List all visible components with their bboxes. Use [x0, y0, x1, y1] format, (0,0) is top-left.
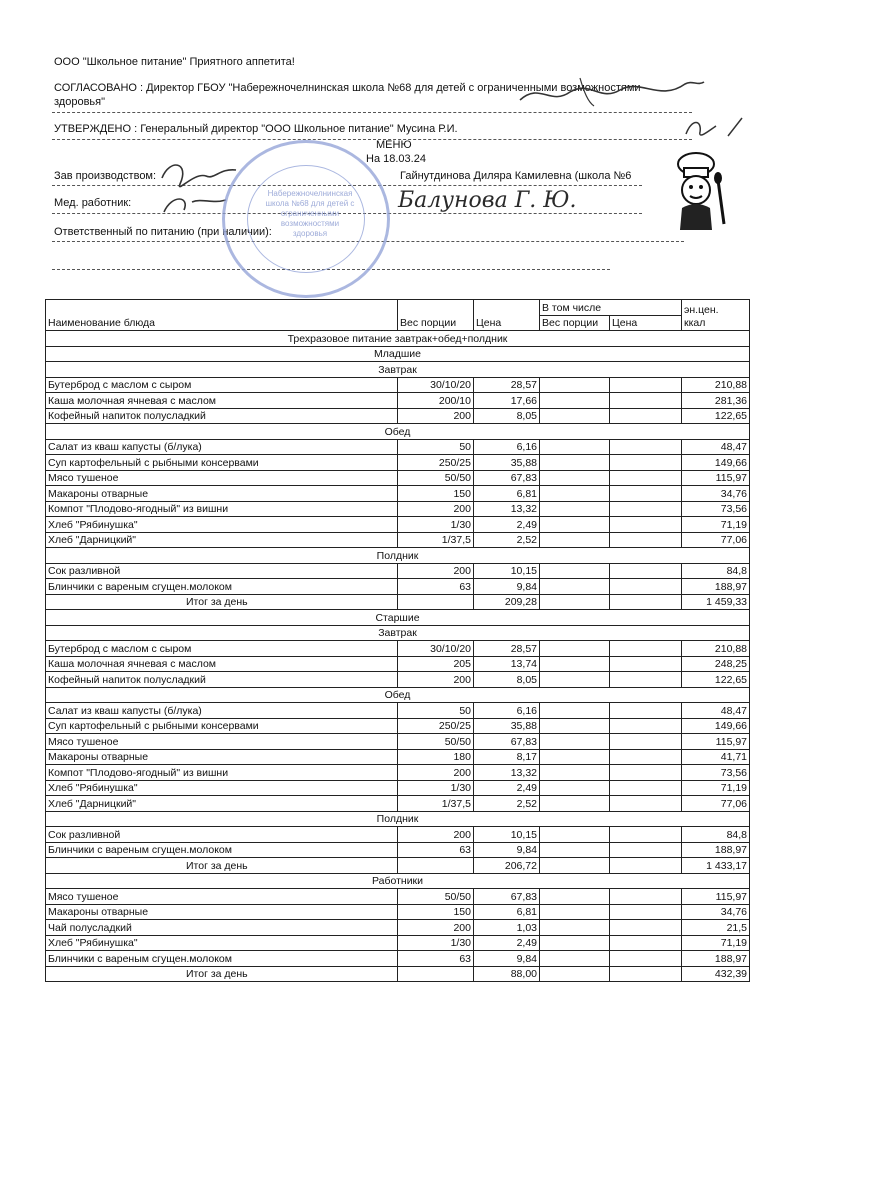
incl-weight: [540, 641, 610, 657]
energy-value: 84,8: [682, 563, 750, 579]
total-label: Итог за день: [46, 594, 398, 610]
portion-weight: 250/25: [398, 455, 474, 471]
dish-name: Мясо тушеное: [46, 470, 398, 486]
portion-price: 6,16: [474, 703, 540, 719]
portion-weight: 63: [398, 842, 474, 858]
chef-logo: [664, 150, 730, 234]
table-row: [46, 439, 750, 455]
incl-weight: [540, 842, 610, 858]
portion-price: 9,84: [474, 579, 540, 595]
dish-name: Мясо тушеное: [46, 889, 398, 905]
dish-name: Хлеб "Дарницкий": [46, 796, 398, 812]
dish-name: Салат из кваш капусты (б/лука): [46, 703, 398, 719]
energy-value: 77,06: [682, 796, 750, 812]
table-row: [46, 935, 750, 951]
incl-weight: [540, 377, 610, 393]
energy-value: 77,06: [682, 532, 750, 548]
energy-value: 115,97: [682, 889, 750, 905]
portion-price: 13,32: [474, 501, 540, 517]
approved-line: УТВЕРЖДЕНО : Генеральный директор "ООО Школьное питание" Мусина Р.И.: [54, 123, 458, 135]
energy-value: 71,19: [682, 780, 750, 796]
portion-price: 28,57: [474, 641, 540, 657]
portion-weight: [398, 966, 474, 982]
portion-price: 2,52: [474, 532, 540, 548]
portion-weight: 200/10: [398, 393, 474, 409]
energy-value: 122,65: [682, 672, 750, 688]
table-row: [46, 749, 750, 765]
table-row: [46, 470, 750, 486]
incl-weight: [540, 889, 610, 905]
portion-weight: 1/37,5: [398, 532, 474, 548]
energy-value: 34,76: [682, 486, 750, 502]
incl-price: [610, 563, 682, 579]
table-row: [46, 377, 750, 393]
incl-weight: [540, 858, 610, 874]
energy-value: 149,66: [682, 455, 750, 471]
table-row: [46, 532, 750, 548]
table-row: [46, 718, 750, 734]
portion-weight: 200: [398, 765, 474, 781]
dish-name: Суп картофельный с рыбными консервами: [46, 718, 398, 734]
section-label: Обед: [46, 687, 750, 703]
portion-weight: 63: [398, 951, 474, 967]
energy-value: 210,88: [682, 377, 750, 393]
incl-weight: [540, 734, 610, 750]
column-header-incl: В том числе: [540, 300, 682, 316]
section-label: Полдник: [46, 811, 750, 827]
incl-price: [610, 951, 682, 967]
incl-price: [610, 579, 682, 595]
portion-price: 8,05: [474, 408, 540, 424]
medic-signature: Балуновa Г. Ю.: [398, 188, 577, 213]
dish-name: Компот "Плодово-ягодный" из вишни: [46, 501, 398, 517]
incl-price: [610, 858, 682, 874]
dish-name: Сок разливной: [46, 563, 398, 579]
incl-weight: [540, 579, 610, 595]
section-label: Завтрак: [46, 362, 750, 378]
section-label: Работники: [46, 873, 750, 889]
portion-weight: 1/37,5: [398, 796, 474, 812]
dish-name: Блинчики с вареным сгущен.молоком: [46, 951, 398, 967]
table-row: [46, 796, 750, 812]
portion-weight: [398, 594, 474, 610]
portion-price: 88,00: [474, 966, 540, 982]
portion-weight: 1/30: [398, 780, 474, 796]
incl-weight: [540, 718, 610, 734]
table-row: [46, 408, 750, 424]
incl-price: [610, 935, 682, 951]
portion-price: 9,84: [474, 842, 540, 858]
dish-name: Хлеб "Рябинушка": [46, 780, 398, 796]
incl-price: [610, 749, 682, 765]
incl-price: [610, 904, 682, 920]
incl-weight: [540, 455, 610, 471]
incl-weight: [540, 501, 610, 517]
table-row: [46, 672, 750, 688]
menu-title: МЕНЮ: [376, 139, 412, 151]
energy-value: 281,36: [682, 393, 750, 409]
section-row: [46, 811, 750, 827]
incl-weight: [540, 656, 610, 672]
dish-name: Бутерброд с маслом с сыром: [46, 377, 398, 393]
portion-weight: [398, 858, 474, 874]
dish-name: Компот "Плодово-ягодный" из вишни: [46, 765, 398, 781]
incl-price: [610, 377, 682, 393]
portion-weight: 200: [398, 672, 474, 688]
table-row: [46, 455, 750, 471]
section-row: [46, 548, 750, 564]
table-row: [46, 951, 750, 967]
table-row: [46, 889, 750, 905]
dish-name: Блинчики с вареным сгущен.молоком: [46, 579, 398, 595]
incl-weight: [540, 935, 610, 951]
incl-weight: [540, 765, 610, 781]
incl-weight: [540, 439, 610, 455]
dish-name: Салат из кваш капусты (б/лука): [46, 439, 398, 455]
portion-price: 206,72: [474, 858, 540, 874]
table-row: [46, 656, 750, 672]
incl-weight: [540, 827, 610, 843]
section-row: [46, 424, 750, 440]
portion-weight: 200: [398, 563, 474, 579]
production-name: Гайнутдинова Диляра Камилевна (школа №6: [400, 170, 632, 182]
section-label: Завтрак: [46, 625, 750, 641]
table-row: [46, 842, 750, 858]
dish-name: Чай полусладкий: [46, 920, 398, 936]
energy-value: 248,25: [682, 656, 750, 672]
energy-value: 1 433,17: [682, 858, 750, 874]
section-label: Младшие: [46, 346, 750, 362]
incl-weight: [540, 393, 610, 409]
section-row: [46, 331, 750, 347]
dish-name: Мясо тушеное: [46, 734, 398, 750]
portion-weight: 50: [398, 703, 474, 719]
energy-value: 122,65: [682, 408, 750, 424]
menu-date: На 18.03.24: [366, 153, 426, 165]
portion-price: 6,16: [474, 439, 540, 455]
table-row: [46, 641, 750, 657]
energy-value: 48,47: [682, 703, 750, 719]
column-header-incl-price: Цена: [610, 315, 682, 331]
approver-signature: [680, 112, 750, 142]
column-header-weight: Вес порции: [398, 300, 474, 331]
portion-weight: 30/10/20: [398, 377, 474, 393]
portion-price: 67,83: [474, 889, 540, 905]
energy-value: 73,56: [682, 501, 750, 517]
energy-value: 149,66: [682, 718, 750, 734]
company-line: ООО "Школьное питание" Приятного аппетита!: [54, 56, 295, 68]
approved-rule: [52, 139, 692, 140]
portion-weight: 1/30: [398, 517, 474, 533]
energy-value: 188,97: [682, 951, 750, 967]
portion-price: 13,74: [474, 656, 540, 672]
section-label: Старшие: [46, 610, 750, 626]
stamp-text: Набережночелнинская школа №68 для детей с ограниченными возможностями здоровья: [265, 189, 355, 238]
portion-weight: 150: [398, 486, 474, 502]
table-row: [46, 765, 750, 781]
portion-weight: 150: [398, 904, 474, 920]
table-row: [46, 517, 750, 533]
section-row: [46, 610, 750, 626]
column-header-energy: [682, 300, 750, 331]
incl-price: [610, 966, 682, 982]
incl-weight: [540, 532, 610, 548]
incl-price: [610, 796, 682, 812]
section-row: [46, 362, 750, 378]
energy-value: 73,56: [682, 765, 750, 781]
dish-name: Макароны отварные: [46, 486, 398, 502]
dish-name: Каша молочная ячневая с маслом: [46, 656, 398, 672]
portion-weight: 180: [398, 749, 474, 765]
portion-price: 67,83: [474, 734, 540, 750]
section-row: [46, 346, 750, 362]
portion-price: 6,81: [474, 904, 540, 920]
incl-price: [610, 641, 682, 657]
energy-label: эн.цен.: [684, 304, 719, 316]
incl-price: [610, 656, 682, 672]
incl-price: [610, 594, 682, 610]
portion-price: 2,52: [474, 796, 540, 812]
incl-price: [610, 408, 682, 424]
energy-value: 210,88: [682, 641, 750, 657]
agreed-line: СОГЛАСОВАНО : Директор ГБОУ "Набережночелнинская школа №68 для детей с ограниченными возможностями: [54, 82, 641, 94]
incl-weight: [540, 749, 610, 765]
column-header-name: Наименование блюда: [46, 300, 398, 331]
energy-value: 34,76: [682, 904, 750, 920]
incl-price: [610, 439, 682, 455]
table-row: [46, 827, 750, 843]
production-label: Зав производством:: [54, 170, 157, 182]
dish-name: Кофейный напиток полусладкий: [46, 408, 398, 424]
incl-weight: [540, 796, 610, 812]
portion-weight: 30/10/20: [398, 641, 474, 657]
total-label: Итог за день: [46, 858, 398, 874]
director-signature: [510, 72, 710, 110]
energy-value: 71,19: [682, 935, 750, 951]
energy-value: 188,97: [682, 842, 750, 858]
responsible-label: Ответственный по питанию (при наличии):: [54, 226, 272, 238]
portion-price: 10,15: [474, 827, 540, 843]
total-row: [46, 858, 750, 874]
section-row: [46, 687, 750, 703]
portion-weight: 1/30: [398, 935, 474, 951]
incl-weight: [540, 966, 610, 982]
incl-price: [610, 532, 682, 548]
incl-price: [610, 718, 682, 734]
table-row: [46, 393, 750, 409]
incl-price: [610, 501, 682, 517]
portion-weight: 50/50: [398, 734, 474, 750]
incl-weight: [540, 408, 610, 424]
table-row: [46, 563, 750, 579]
energy-unit: ккал: [684, 317, 706, 329]
table-row: [46, 486, 750, 502]
dish-name: Кофейный напиток полусладкий: [46, 672, 398, 688]
incl-weight: [540, 920, 610, 936]
energy-value: 115,97: [682, 734, 750, 750]
incl-price: [610, 920, 682, 936]
dish-name: Блинчики с вареным сгущен.молоком: [46, 842, 398, 858]
section-label: Трехразовое питание завтрак+обед+полдник: [46, 331, 750, 347]
dish-name: Бутерброд с маслом с сыром: [46, 641, 398, 657]
energy-value: 21,5: [682, 920, 750, 936]
portion-price: 17,66: [474, 393, 540, 409]
incl-price: [610, 827, 682, 843]
table-row: [46, 920, 750, 936]
section-label: Обед: [46, 424, 750, 440]
dish-name: Хлеб "Рябинушка": [46, 517, 398, 533]
portion-price: 2,49: [474, 935, 540, 951]
energy-value: 115,97: [682, 470, 750, 486]
medic-label: Мед. работник:: [54, 197, 132, 209]
incl-weight: [540, 703, 610, 719]
section-label: Полдник: [46, 548, 750, 564]
column-header-incl-weight: Вес порции: [540, 315, 610, 331]
agreed-rule: [52, 112, 692, 113]
portion-price: 28,57: [474, 377, 540, 393]
incl-price: [610, 486, 682, 502]
agreed-line-continued: здоровья": [54, 96, 106, 108]
dish-name: Хлеб "Рябинушка": [46, 935, 398, 951]
portion-weight: 50: [398, 439, 474, 455]
portion-price: 35,88: [474, 455, 540, 471]
table-row: [46, 703, 750, 719]
table-row: [46, 579, 750, 595]
portion-weight: 200: [398, 408, 474, 424]
section-row: [46, 625, 750, 641]
dish-name: Макароны отварные: [46, 904, 398, 920]
total-row: [46, 594, 750, 610]
energy-value: 1 459,33: [682, 594, 750, 610]
incl-price: [610, 842, 682, 858]
incl-price: [610, 455, 682, 471]
incl-price: [610, 672, 682, 688]
portion-price: 2,49: [474, 780, 540, 796]
dish-name: Хлеб "Дарницкий": [46, 532, 398, 548]
table-row: [46, 904, 750, 920]
incl-weight: [540, 904, 610, 920]
total-row: [46, 966, 750, 982]
energy-value: 432,39: [682, 966, 750, 982]
portion-price: 6,81: [474, 486, 540, 502]
table-header-row: [46, 300, 750, 316]
incl-price: [610, 470, 682, 486]
incl-weight: [540, 486, 610, 502]
portion-price: 1,03: [474, 920, 540, 936]
portion-price: 8,17: [474, 749, 540, 765]
portion-weight: 200: [398, 827, 474, 843]
school-stamp: [222, 140, 390, 298]
portion-price: 9,84: [474, 951, 540, 967]
menu-table: [45, 299, 750, 982]
energy-value: 84,8: [682, 827, 750, 843]
section-row: [46, 873, 750, 889]
portion-weight: 205: [398, 656, 474, 672]
incl-price: [610, 393, 682, 409]
energy-value: 41,71: [682, 749, 750, 765]
table-row: [46, 734, 750, 750]
portion-price: 35,88: [474, 718, 540, 734]
portion-weight: 200: [398, 920, 474, 936]
portion-weight: 50/50: [398, 470, 474, 486]
portion-price: 13,32: [474, 765, 540, 781]
incl-price: [610, 889, 682, 905]
incl-weight: [540, 672, 610, 688]
column-header-price: Цена: [474, 300, 540, 331]
energy-value: 188,97: [682, 579, 750, 595]
dish-name: Макароны отварные: [46, 749, 398, 765]
energy-value: 48,47: [682, 439, 750, 455]
portion-price: 8,05: [474, 672, 540, 688]
portion-price: 10,15: [474, 563, 540, 579]
incl-weight: [540, 470, 610, 486]
incl-price: [610, 780, 682, 796]
portion-weight: 250/25: [398, 718, 474, 734]
dish-name: Суп картофельный с рыбными консервами: [46, 455, 398, 471]
total-label: Итог за день: [46, 966, 398, 982]
incl-price: [610, 734, 682, 750]
incl-weight: [540, 517, 610, 533]
incl-price: [610, 517, 682, 533]
incl-price: [610, 703, 682, 719]
portion-weight: 200: [398, 501, 474, 517]
portion-price: 209,28: [474, 594, 540, 610]
portion-price: 2,49: [474, 517, 540, 533]
portion-weight: 50/50: [398, 889, 474, 905]
energy-value: 71,19: [682, 517, 750, 533]
table-row: [46, 780, 750, 796]
incl-weight: [540, 951, 610, 967]
dish-name: Сок разливной: [46, 827, 398, 843]
incl-weight: [540, 563, 610, 579]
dish-name: Каша молочная ячневая с маслом: [46, 393, 398, 409]
incl-weight: [540, 780, 610, 796]
incl-weight: [540, 594, 610, 610]
incl-price: [610, 765, 682, 781]
table-row: [46, 501, 750, 517]
portion-weight: 63: [398, 579, 474, 595]
portion-price: 67,83: [474, 470, 540, 486]
